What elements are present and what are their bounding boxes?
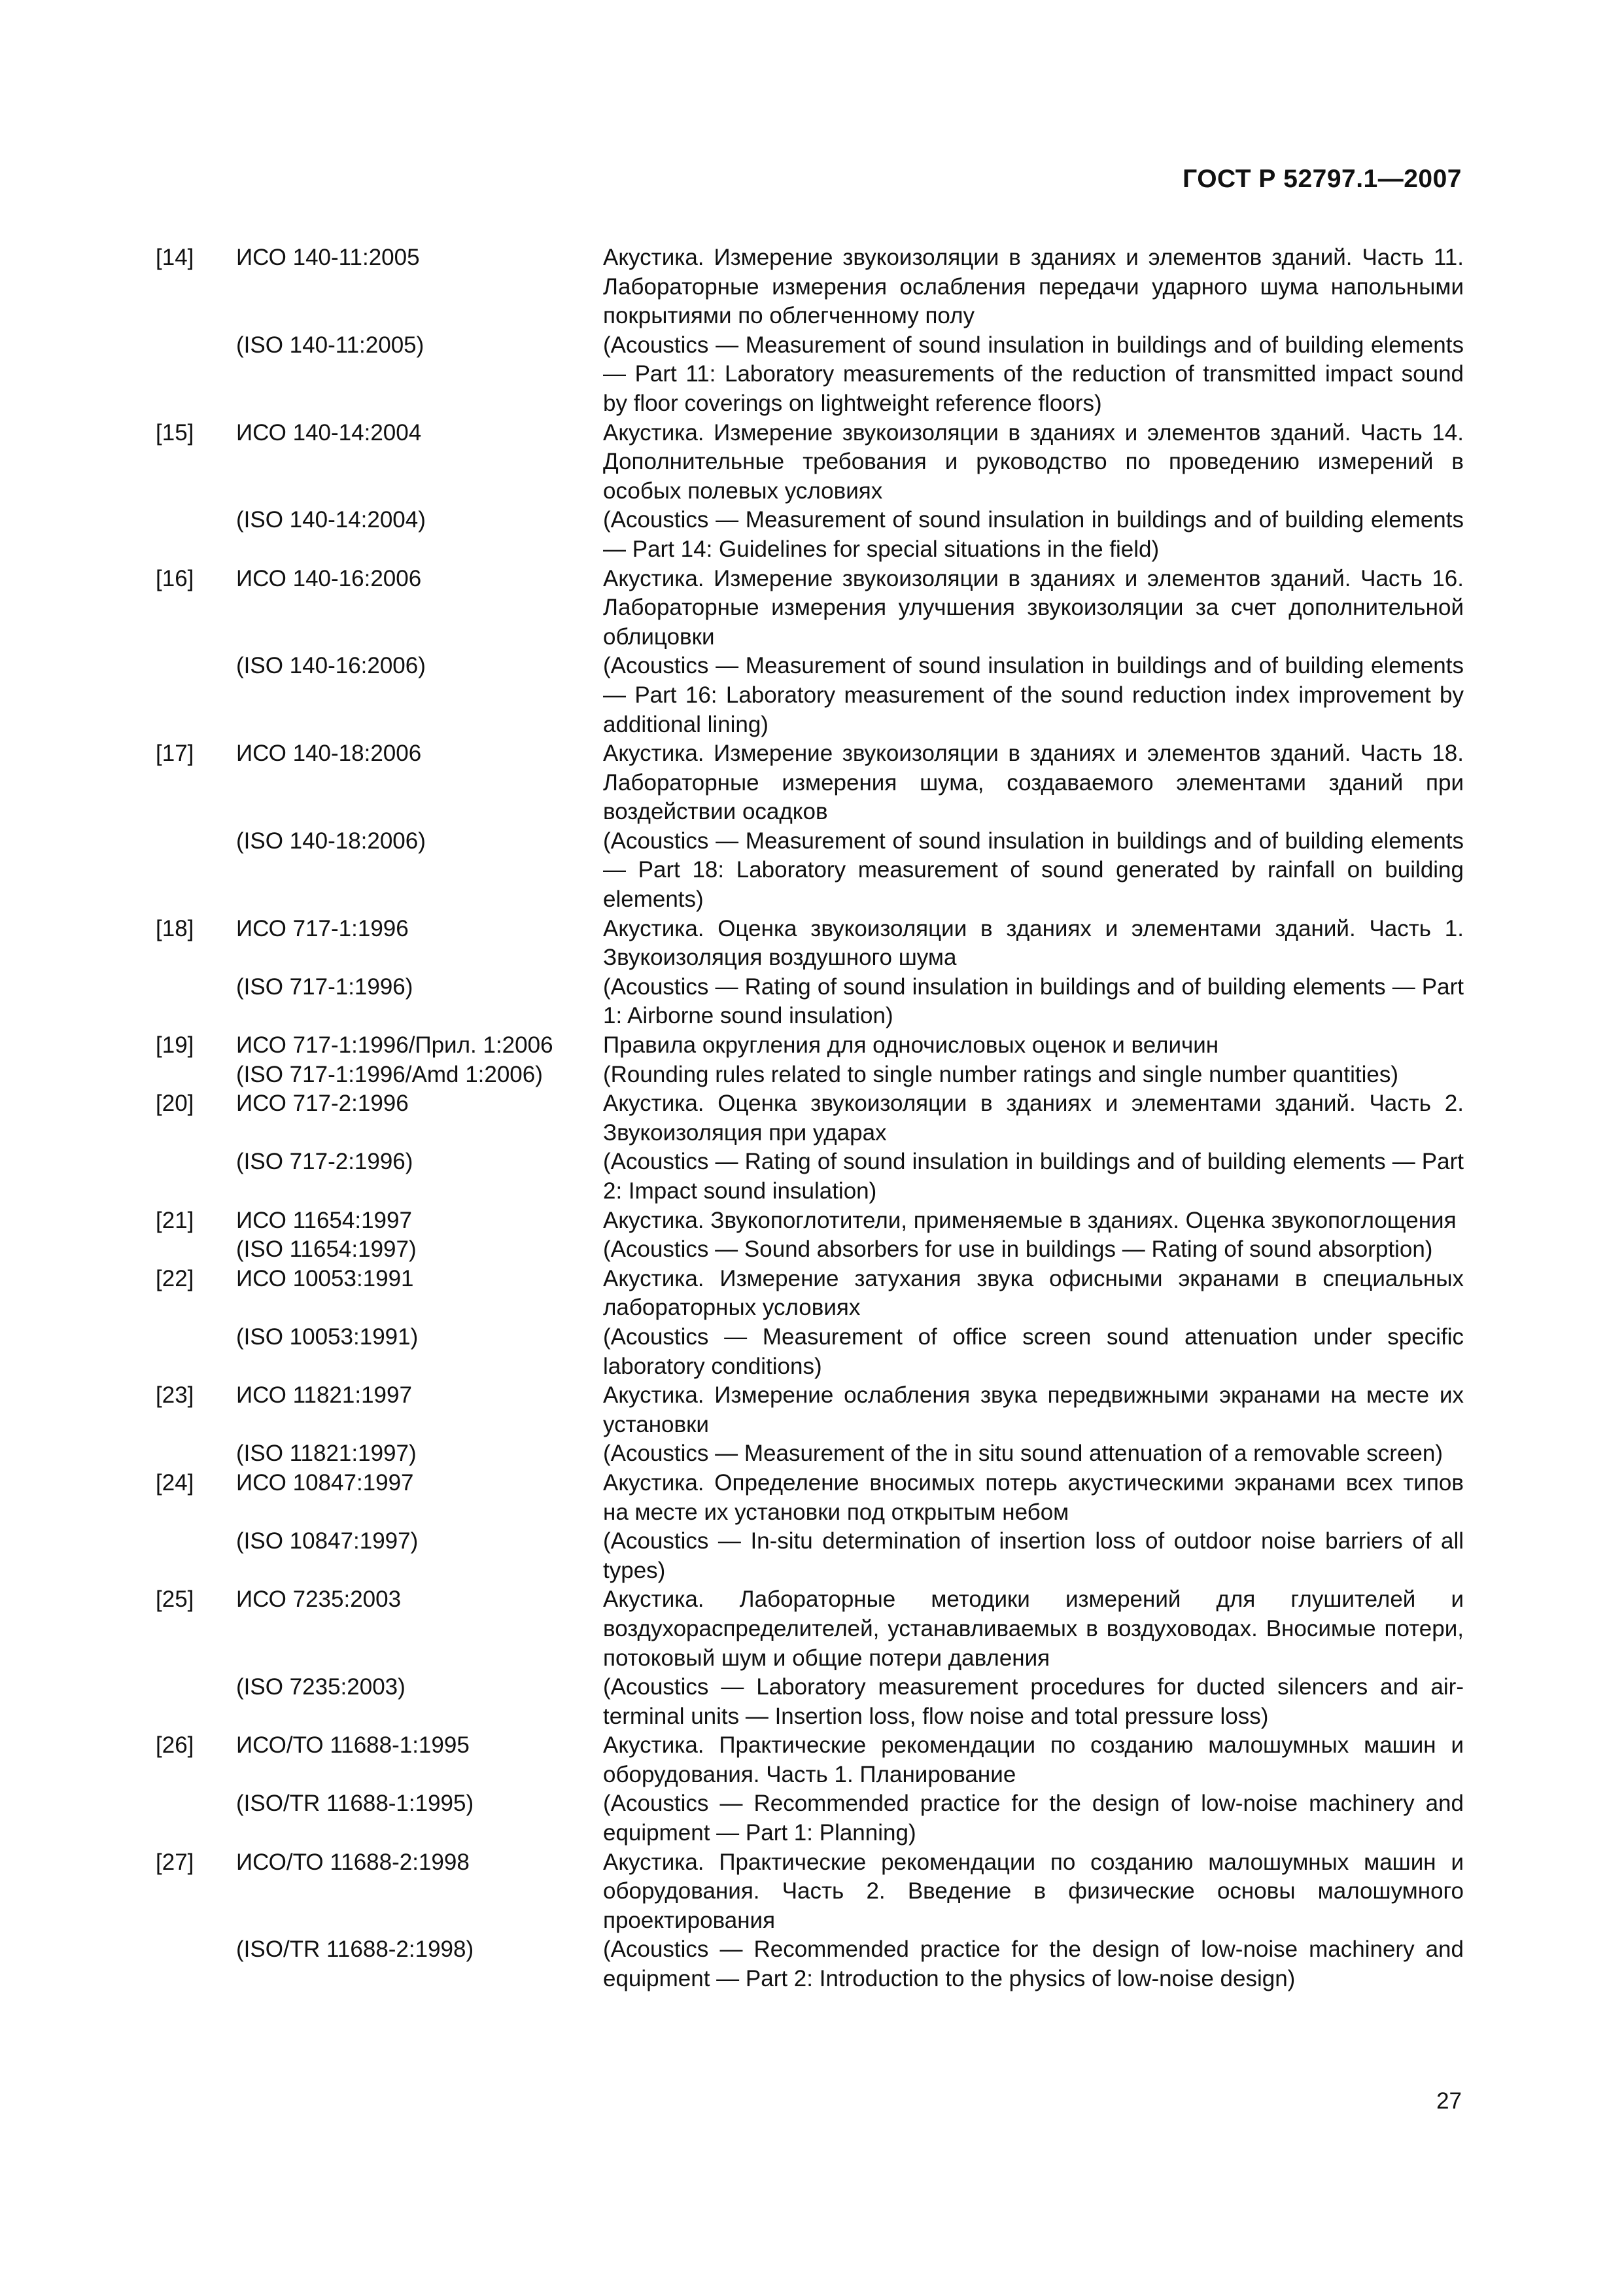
entry-number [156,331,236,419]
entry-russian [156,1469,1464,1527]
entry-english [156,1060,1464,1090]
standard-code-en: (ISO 717-1:1996/Amd 1:2006) [236,1061,543,1087]
standard-code-ru: ИСО 717-2:1996 [236,1091,409,1117]
entry-english [156,1323,1464,1381]
standard-title-ru: Акустика. Измерение звукоизоляции в зданиях и элементов зданий. Часть 11. Лабораторные измерения ослабления передачи ударного шума напольными покрытиями по облегченному полу [603,245,1464,329]
entry-number [156,1789,236,1848]
standard-code-en: (ISO 140-14:2004) [236,507,426,533]
standard-title-ru: Акустика. Измерение ослабления звука передвижными экранами на месте их установки [603,1382,1464,1437]
standard-code-en: (ISO/TR 11688-1:1995) [236,1791,474,1817]
standard-code-en: (ISO 10847:1997) [236,1528,419,1554]
standard-title-ru: Акустика. Практические рекомендации по созданию малошумных машин и оборудования. Часть 1. Планирование [603,1732,1464,1787]
standard-code-ru: ИСО 717-1:1996 [236,915,409,941]
bibliography-entry [156,565,1464,740]
bibliography-entry [156,739,1464,915]
entry-number [156,506,236,564]
entry-number [156,1060,236,1090]
standard-code-ru: ИСО 140-18:2006 [236,741,422,767]
standard-code-en: (ISO 717-2:1996) [236,1149,413,1175]
entry-number: [20] [156,1091,194,1117]
entry-number: [21] [156,1207,194,1233]
standard-title-en: (Acoustics — In-situ determination of insertion loss of outdoor noise barriers of all types) [603,1528,1464,1583]
standard-code-en: (ISO 7235:2003) [236,1674,406,1700]
standard-title-en: (Acoustics — Rating of sound insulation in buildings and of building elements — Part 1: Airborne sound insulation) [603,973,1464,1029]
entry-russian [156,1731,1464,1789]
standard-code-ru: ИСО 11654:1997 [236,1207,412,1233]
standard-title-ru: Акустика. Лабораторные методики измерений для глушителей и воздухораспределителей, устанавливаемых в воздуховодах. Вносимые потери, потоковый шум и общие потери давления [603,1586,1464,1671]
bibliography-entry [156,1469,1464,1585]
standard-code-ru: ИСО 10847:1997 [236,1469,414,1496]
standard-code-en: (ISO 10053:1991) [236,1323,419,1350]
entry-russian [156,1265,1464,1323]
entry-russian [156,1585,1464,1673]
standard-title-ru: Акустика. Определение вносимых потерь акустическими экранами всех типов на месте их установки под открытым небом [603,1469,1464,1525]
standard-title-ru: Акустика. Измерение звукоизоляции в зданиях и элементов зданий. Часть 18. Лабораторные измерения шума, создаваемого элементами зданий при воздействии осадков [603,741,1464,825]
entry-number [156,1673,236,1731]
entry-number: [17] [156,741,194,767]
entry-number: [27] [156,1849,194,1875]
entry-russian [156,1206,1464,1236]
bibliography-entry [156,419,1464,565]
standard-code-en: (ISO 140-11:2005) [236,332,424,358]
entry-number: [15] [156,419,194,446]
entry-english [156,652,1464,739]
standard-title-en: (Acoustics — Measurement of the in situ sound attenuation of a removable screen) [603,1441,1443,1467]
entry-russian [156,419,1464,506]
standard-title-en: (Acoustics — Measurement of sound insulation in buildings and of building elements — Part 18: Laboratory measurement of sound generated by rainfall on building elements) [603,828,1464,913]
entry-number [156,1527,236,1585]
entry-number [156,973,236,1031]
standard-title-en: (Acoustics — Measurement of office screen sound attenuation under specific laboratory conditions) [603,1323,1464,1379]
entry-number [156,827,236,915]
bibliography-entry [156,1848,1464,1994]
entry-number: [23] [156,1382,194,1409]
standard-title-ru: Акустика. Оценка звукоизоляции в зданиях и элементами зданий. Часть 2. Звукоизоляция при ударах [603,1091,1464,1146]
entry-russian [156,565,1464,652]
standard-title-en: (Acoustics — Sound absorbers for use in buildings — Rating of sound absorption) [603,1236,1433,1263]
standard-code-ru: ИСО 11821:1997 [236,1382,412,1409]
standard-code-ru: ИСО 717-1:1996/Прил. 1:2006 [236,1032,553,1059]
bibliography-entry [156,1731,1464,1848]
entry-english [156,973,1464,1031]
standard-code-ru: ИСО 10053:1991 [236,1265,414,1291]
standard-code-en: (ISO 717-1:1996) [236,973,413,1000]
document-header: ГОСТ Р 52797.1—2007 [1183,165,1462,193]
standard-code-ru: ИСО 140-16:2006 [236,565,422,591]
entry-number [156,652,236,739]
standard-title-ru: Акустика. Измерение звукоизоляции в зданиях и элементов зданий. Часть 16. Лабораторные измерения улучшения звукоизоляции за счет дополнительной облицовки [603,565,1464,650]
bibliography-entry [156,1265,1464,1381]
bibliography-entry [156,1206,1464,1265]
entry-number: [18] [156,915,194,941]
bibliography-entry [156,1089,1464,1206]
standard-code-ru: ИСО/ТО 11688-1:1995 [236,1732,470,1759]
entry-number: [22] [156,1265,194,1291]
entry-english [156,1673,1464,1731]
entry-english [156,827,1464,915]
standard-title-ru: Правила округления для одночисловых оценок и величин [603,1032,1219,1059]
entry-number: [19] [156,1032,194,1059]
entry-english [156,1235,1464,1265]
standard-code-ru: ИСО/ТО 11688-2:1998 [236,1849,470,1875]
standard-title-en: (Acoustics — Measurement of sound insulation in buildings and of building elements — Part 11: Laboratory measurements of the reduction of transmitted impact sound by floor coverings on lightweight reference floors) [603,332,1464,416]
entry-number [156,1439,236,1469]
entry-english [156,331,1464,419]
standard-title-en: (Acoustics — Recommended practice for the design of low-noise machinery and equipment — Part 1: Planning) [603,1791,1464,1846]
bibliography-list [156,243,1464,1994]
entry-number [156,1235,236,1265]
bibliography-entry [156,243,1464,419]
bibliography-entry [156,1381,1464,1469]
standard-code-en: (ISO/TR 11688-2:1998) [236,1936,474,1963]
entry-number: [14] [156,245,194,270]
entry-english [156,1148,1464,1206]
entry-number: [26] [156,1732,194,1759]
standard-code-en: (ISO 140-16:2006) [236,653,426,679]
standard-title-en: (Acoustics — Rating of sound insulation in buildings and of building elements — Part 2: Impact sound insulation) [603,1149,1464,1204]
bibliography-entry [156,915,1464,1031]
entry-english [156,1935,1464,1993]
entry-russian [156,1089,1464,1148]
standard-code-en: (ISO 11654:1997) [236,1236,417,1263]
standard-title-en: (Acoustics — Recommended practice for the design of low-noise machinery and equipment — Part 2: Introduction to the physics of low-noise design) [603,1936,1464,1992]
entry-number [156,1148,236,1206]
entry-russian [156,1848,1464,1936]
standard-title-ru: Акустика. Измерение затухания звука офисными экранами в специальных лабораторных условиях [603,1265,1464,1321]
entry-number: [25] [156,1586,194,1613]
standard-code-ru: ИСО 140-11:2005 [236,245,420,270]
entry-russian [156,1031,1464,1060]
page-number: 27 [1436,2088,1462,2114]
standard-title-en: (Acoustics — Measurement of sound insulation in buildings and of building elements — Part 14: Guidelines for special situations in the field) [603,507,1464,562]
standard-title-ru: Акустика. Измерение звукоизоляции в зданиях и элементов зданий. Часть 14. Дополнительные требования и руководство по проведению измерений в особых полевых условиях [603,419,1464,504]
standard-title-ru: Акустика. Практические рекомендации по созданию малошумных машин и оборудования. Часть 2. Введение в физические основы малошумного проектирования [603,1849,1464,1933]
entry-russian [156,1381,1464,1439]
entry-russian [156,739,1464,827]
entry-russian [156,915,1464,973]
entry-english [156,506,1464,564]
standard-title-en: (Acoustics — Measurement of sound insulation in buildings and of building elements — Part 16: Laboratory measurement of the sound reduction index improvement by additional lining) [603,653,1464,737]
entry-number [156,1323,236,1381]
standard-code-ru: ИСО 140-14:2004 [236,419,422,446]
bibliography-entry [156,1031,1464,1089]
entry-english [156,1527,1464,1585]
entry-english [156,1439,1464,1469]
entry-russian [156,243,1464,331]
standard-title-en: (Acoustics — Laboratory measurement procedures for ducted silencers and air-terminal units — Insertion loss, flow noise and total pressure loss) [603,1674,1464,1729]
standard-code-en: (ISO 11821:1997) [236,1441,417,1467]
standard-code-ru: ИСО 7235:2003 [236,1586,402,1613]
entry-number [156,1935,236,1993]
entry-number: [16] [156,565,194,591]
standard-code-en: (ISO 140-18:2006) [236,828,426,854]
standard-title-ru: Акустика. Звукопоглотители, применяемые в зданиях. Оценка звукопоглощения [603,1207,1457,1233]
entry-english [156,1789,1464,1848]
standard-title-ru: Акустика. Оценка звукоизоляции в зданиях и элементами зданий. Часть 1. Звукоизоляция воздушного шума [603,915,1464,971]
standard-title-en: (Rounding rules related to single number ratings and single number quantities) [603,1061,1398,1087]
entry-number: [24] [156,1469,194,1496]
bibliography-entry [156,1585,1464,1731]
